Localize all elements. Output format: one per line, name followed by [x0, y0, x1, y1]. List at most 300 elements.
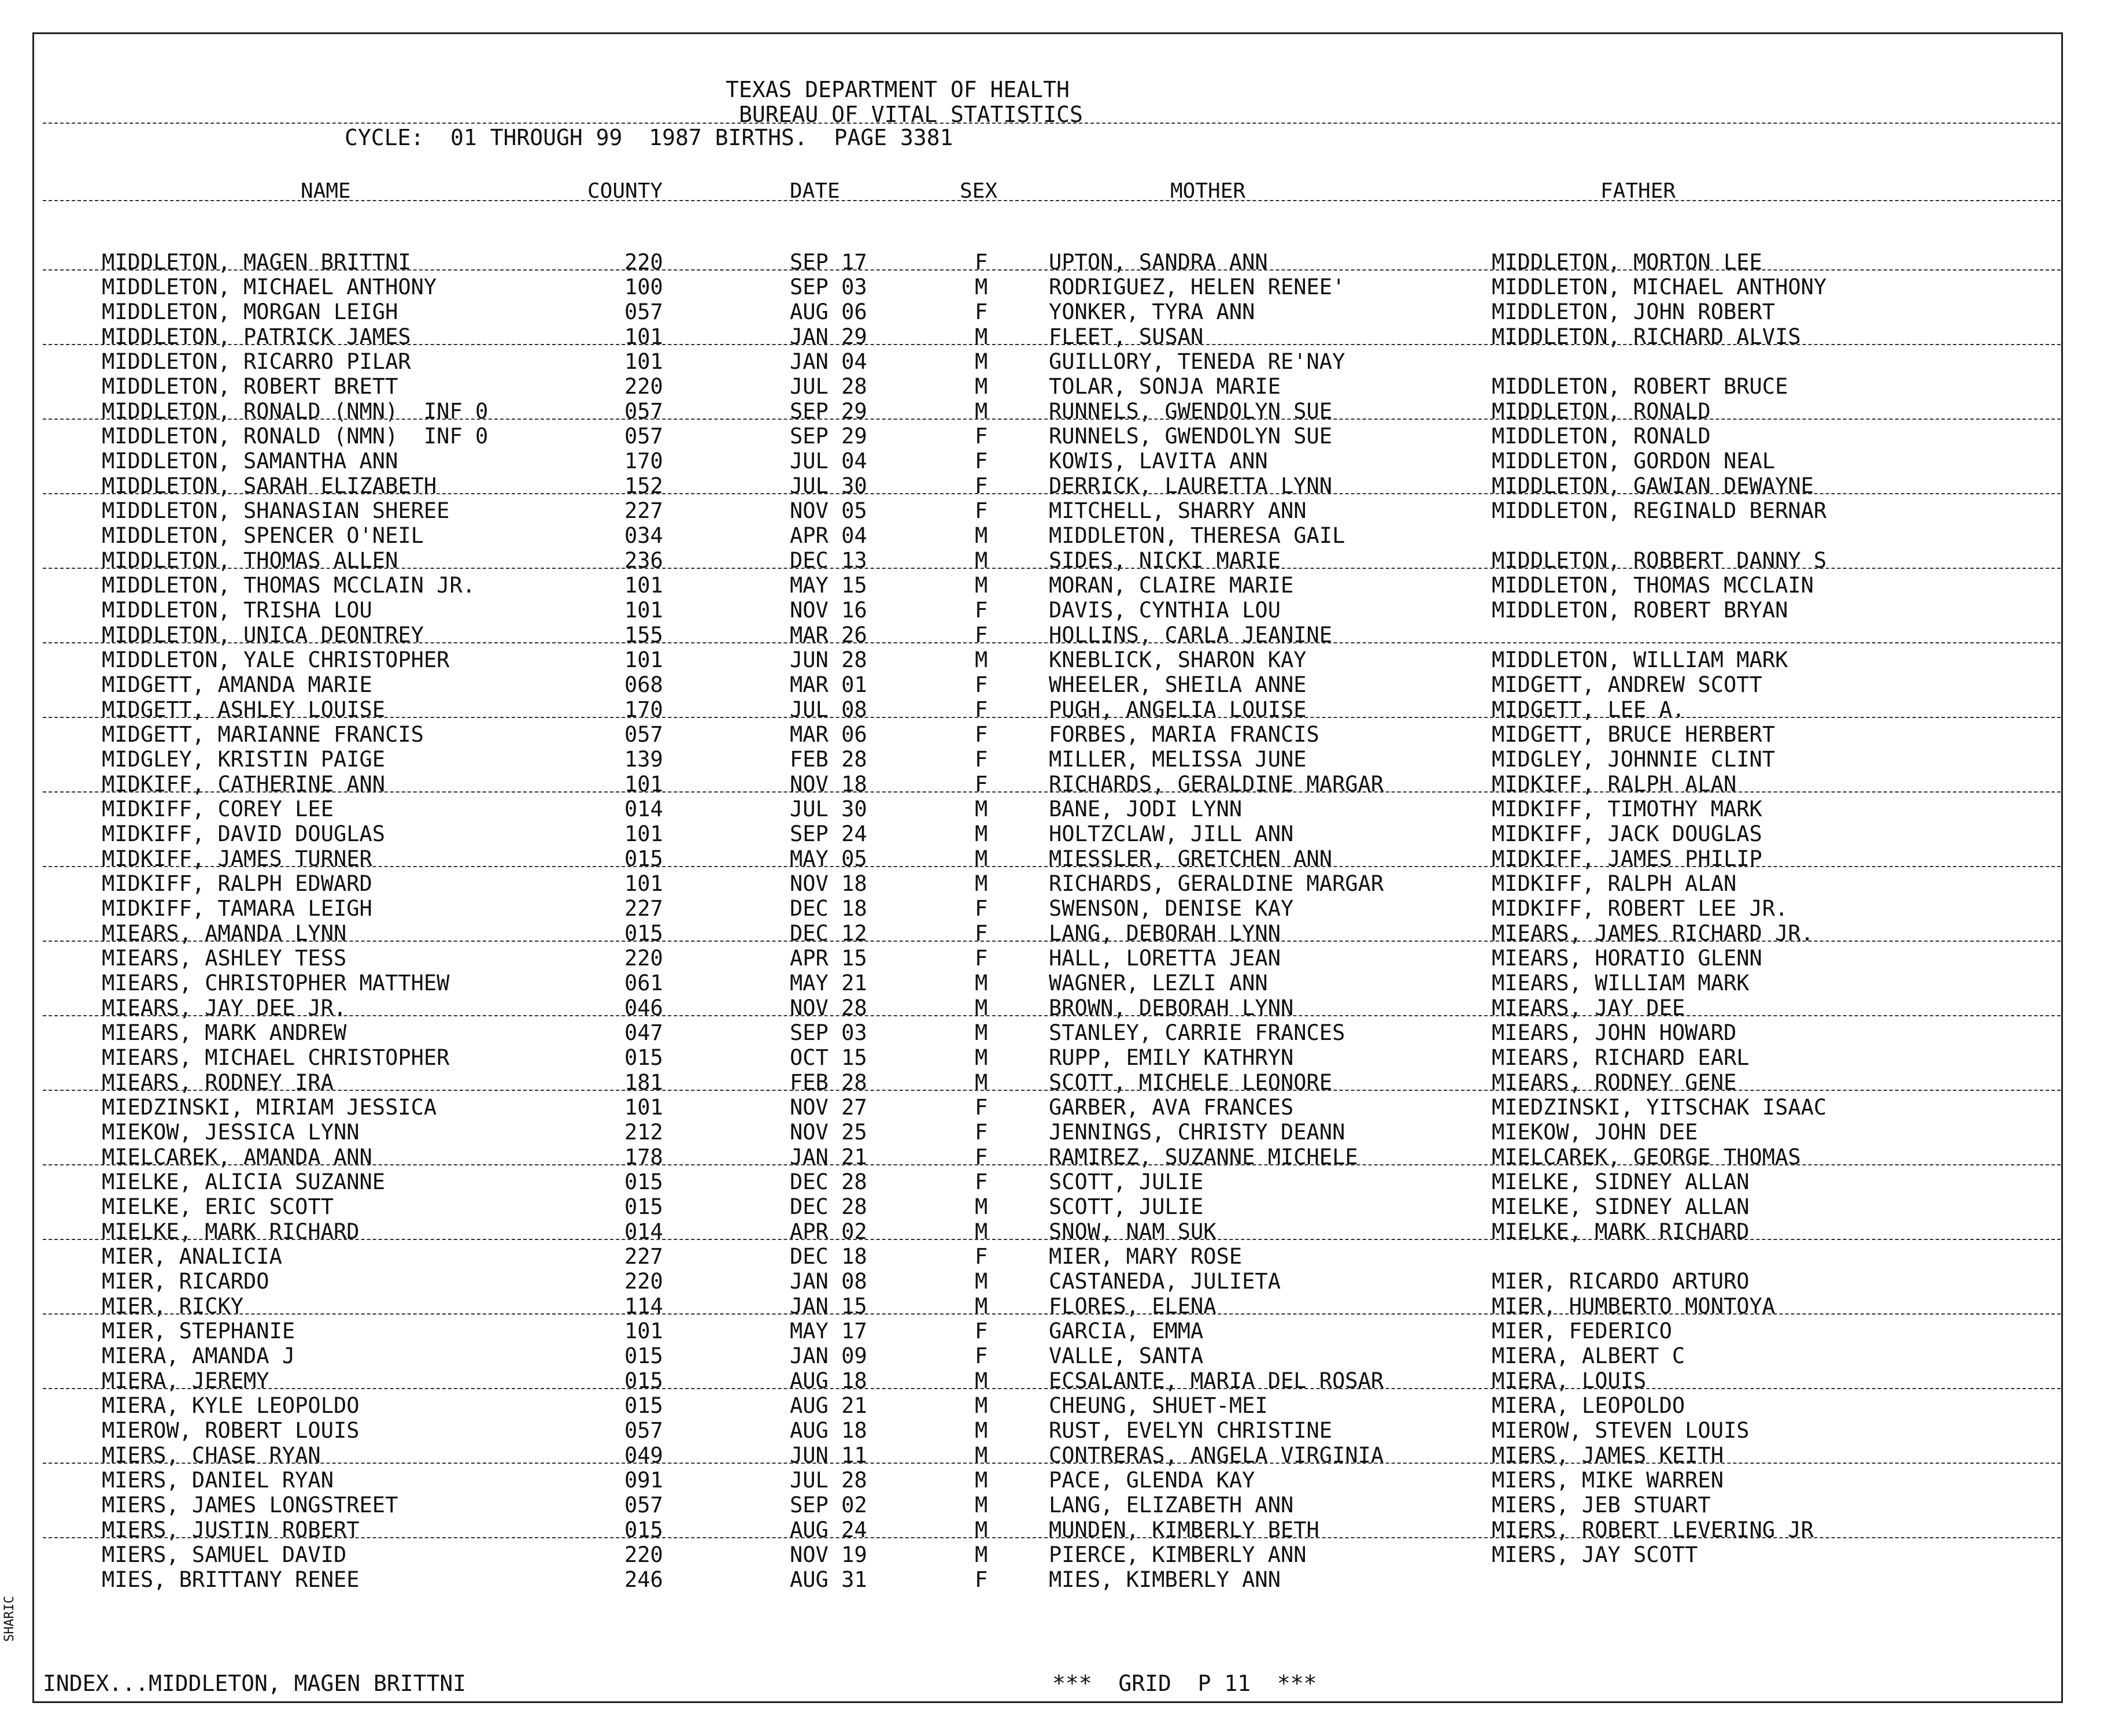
cell-father: MIDDLETON, THOMAS MCCLAIN	[1492, 573, 1814, 598]
cell-sex: F	[975, 299, 988, 324]
cell-sex: M	[975, 1517, 988, 1542]
cycle-line: CYCLE: 01 THROUGH 99 1987 BIRTHS. PAGE 3381	[345, 125, 953, 150]
cell-sex: F	[975, 946, 988, 971]
cell-county: 057	[624, 424, 663, 449]
cell-date: MAY 15	[790, 573, 867, 598]
table-row	[0, 946, 2104, 971]
cell-county: 014	[624, 797, 663, 821]
cell-father: MIELKE, MARK RICHARD	[1492, 1219, 1750, 1244]
footer-index: INDEX...MIDDLETON, MAGEN BRITTNI	[43, 1671, 467, 1696]
cell-county: 068	[624, 672, 663, 697]
cell-county: 227	[624, 896, 663, 921]
table-row	[0, 1020, 2104, 1045]
cell-sex: M	[975, 871, 988, 896]
table-row	[0, 548, 2104, 573]
cell-mother: STANLEY, CARRIE FRANCES	[1049, 1020, 1345, 1045]
cell-name: MIDGETT, ASHLEY LOUISE	[102, 697, 386, 722]
cell-name: MIERS, SAMUEL DAVID	[102, 1542, 347, 1567]
cell-father: MIDDLETON, RONALD	[1492, 399, 1711, 424]
cell-county: 015	[624, 846, 663, 871]
cell-name: MIDDLETON, SARAH ELIZABETH	[102, 473, 437, 498]
cell-sex: F	[975, 1095, 988, 1120]
cell-mother: GARBER, AVA FRANCES	[1049, 1095, 1294, 1120]
cell-father: MIER, HUMBERTO MONTOYA	[1492, 1294, 1776, 1319]
cell-mother: RAMIREZ, SUZANNE MICHELE	[1049, 1145, 1358, 1169]
cell-mother: VALLE, SANTA	[1049, 1343, 1204, 1368]
cell-date: DEC 28	[790, 1194, 867, 1219]
cell-mother: LANG, DEBORAH LYNN	[1049, 921, 1281, 946]
cell-father: MIDDLETON, ROBBERT DANNY S	[1492, 548, 1827, 573]
cell-county: 139	[624, 747, 663, 772]
cell-county: 101	[624, 573, 663, 598]
table-row	[0, 299, 2104, 324]
cell-county: 015	[624, 1517, 663, 1542]
cell-sex: M	[975, 1493, 988, 1517]
cell-mother: SWENSON, DENISE KAY	[1049, 896, 1294, 921]
cell-county: 061	[624, 971, 663, 995]
cell-date: MAR 26	[790, 623, 867, 647]
cell-name: MIDDLETON, TRISHA LOU	[102, 598, 372, 623]
cell-father: MIEKOW, JOHN DEE	[1492, 1120, 1698, 1145]
cell-mother: LANG, ELIZABETH ANN	[1049, 1493, 1294, 1517]
cell-father: MIDKIFF, JACK DOUGLAS	[1492, 821, 1762, 846]
cell-mother: HALL, LORETTA JEAN	[1049, 946, 1281, 971]
table-row	[0, 349, 2104, 374]
cell-name: MIDKIFF, CATHERINE ANN	[102, 772, 386, 797]
cell-name: MIDDLETON, ROBERT BRETT	[102, 374, 398, 399]
cell-sex: F	[975, 598, 988, 623]
cell-date: AUG 31	[790, 1567, 867, 1592]
cell-father: MIDDLETON, GAWIAN DEWAYNE	[1492, 473, 1814, 498]
cell-sex: F	[975, 1343, 988, 1368]
cell-mother: RUST, EVELYN CHRISTINE	[1049, 1418, 1333, 1443]
cell-county: 170	[624, 449, 663, 473]
table-row	[0, 747, 2104, 772]
cell-name: MIDDLETON, SAMANTHA ANN	[102, 449, 398, 473]
cell-county: 152	[624, 473, 663, 498]
cell-mother: MIESSLER, GRETCHEN ANN	[1049, 846, 1333, 871]
cell-date: AUG 06	[790, 299, 867, 324]
cell-sex: F	[975, 1244, 988, 1269]
cell-name: MIEARS, MICHAEL CHRISTOPHER	[102, 1045, 450, 1070]
table-row	[0, 1443, 2104, 1468]
table-row	[0, 871, 2104, 896]
cell-county: 015	[624, 921, 663, 946]
cell-sex: M	[975, 647, 988, 672]
table-row	[0, 672, 2104, 697]
cell-name: MIDGETT, AMANDA MARIE	[102, 672, 372, 697]
table-row	[0, 821, 2104, 846]
cell-county: 220	[624, 374, 663, 399]
cell-date: OCT 15	[790, 1045, 867, 1070]
table-row	[0, 722, 2104, 747]
cell-date: JAN 21	[790, 1145, 867, 1169]
cell-county: 101	[624, 1095, 663, 1120]
cell-mother: RUNNELS, GWENDOLYN SUE	[1049, 424, 1333, 449]
cell-date: SEP 03	[790, 1020, 867, 1045]
cell-father: MIDGETT, BRUCE HERBERT	[1492, 722, 1776, 747]
cell-father: MIDDLETON, MICHAEL ANTHONY	[1492, 275, 1827, 299]
cell-mother: FORBES, MARIA FRANCIS	[1049, 722, 1319, 747]
cell-father: MIEARS, JAMES RICHARD JR.	[1492, 921, 1814, 946]
cell-name: MIDDLETON, YALE CHRISTOPHER	[102, 647, 450, 672]
cell-name: MIDDLETON, RONALD (NMN) INF 0	[102, 399, 489, 424]
table-row	[0, 1468, 2104, 1493]
cell-mother: ECSALANTE, MARIA DEL ROSAR	[1049, 1368, 1384, 1393]
cell-county: 015	[624, 1169, 663, 1194]
cell-mother: RUPP, EMILY KATHRYN	[1049, 1045, 1294, 1070]
table-row	[0, 324, 2104, 349]
cell-sex: M	[975, 548, 988, 573]
cell-county: 101	[624, 598, 663, 623]
cell-father: MIERA, LOUIS	[1492, 1368, 1647, 1393]
cell-sex: M	[975, 573, 988, 598]
cell-father: MIDDLETON, RONALD	[1492, 424, 1711, 449]
cell-county: 212	[624, 1120, 663, 1145]
table-row	[0, 573, 2104, 598]
cell-sex: M	[975, 275, 988, 299]
cell-date: MAR 01	[790, 672, 867, 697]
cell-mother: PIERCE, KIMBERLY ANN	[1049, 1542, 1307, 1567]
cell-name: MIDKIFF, JAMES TURNER	[102, 846, 372, 871]
cell-date: SEP 03	[790, 275, 867, 299]
cell-sex: F	[975, 424, 988, 449]
cell-sex: M	[975, 1020, 988, 1045]
cell-date: NOV 19	[790, 1542, 867, 1567]
cell-date: NOV 18	[790, 871, 867, 896]
table-row	[0, 1169, 2104, 1194]
table-row	[0, 1120, 2104, 1145]
cell-mother: HOLTZCLAW, JILL ANN	[1049, 821, 1294, 846]
cell-date: NOV 16	[790, 598, 867, 623]
cell-father: MIEARS, RODNEY GENE	[1492, 1070, 1737, 1095]
cell-mother: UPTON, SANDRA ANN	[1049, 250, 1268, 275]
cell-date: AUG 18	[790, 1368, 867, 1393]
cell-county: 236	[624, 548, 663, 573]
cell-father: MIERS, MIKE WARREN	[1492, 1468, 1724, 1493]
cell-mother: JENNINGS, CHRISTY DEANN	[1049, 1120, 1345, 1145]
table-row	[0, 399, 2104, 424]
cell-name: MIEARS, CHRISTOPHER MATTHEW	[102, 971, 450, 995]
cell-father: MIELKE, SIDNEY ALLAN	[1492, 1169, 1750, 1194]
cell-father: MIEARS, HORATIO GLENN	[1492, 946, 1762, 971]
cell-county: 057	[624, 1418, 663, 1443]
cell-sex: M	[975, 1269, 988, 1294]
cell-sex: F	[975, 672, 988, 697]
cell-father: MIEARS, JOHN HOWARD	[1492, 1020, 1737, 1045]
side-mark: SHARIC	[2, 1596, 17, 1642]
cell-name: MIERS, JAMES LONGSTREET	[102, 1493, 398, 1517]
header-divider	[43, 123, 2061, 124]
cell-date: MAR 06	[790, 722, 867, 747]
cell-name: MIEARS, MARK ANDREW	[102, 1020, 347, 1045]
cell-county: 047	[624, 1020, 663, 1045]
cell-date: JUL 28	[790, 374, 867, 399]
cell-mother: MIER, MARY ROSE	[1049, 1244, 1243, 1269]
cell-mother: WHEELER, SHEILA ANNE	[1049, 672, 1307, 697]
cell-sex: M	[975, 995, 988, 1020]
table-row	[0, 697, 2104, 722]
cell-date: JUL 28	[790, 1468, 867, 1493]
cell-date: DEC 18	[790, 1244, 867, 1269]
cell-county: 101	[624, 871, 663, 896]
cell-county: 101	[624, 772, 663, 797]
table-row	[0, 1219, 2104, 1244]
cell-name: MIDDLETON, MICHAEL ANTHONY	[102, 275, 437, 299]
cell-date: DEC 28	[790, 1169, 867, 1194]
table-row	[0, 1244, 2104, 1269]
cell-father: MIDDLETON, REGINALD BERNAR	[1492, 498, 1827, 523]
cell-date: APR 15	[790, 946, 867, 971]
cell-name: MIERA, AMANDA J	[102, 1343, 295, 1368]
cell-sex: M	[975, 1194, 988, 1219]
cell-county: 014	[624, 1219, 663, 1244]
cell-father: MIDKIFF, JAMES PHILIP	[1492, 846, 1762, 871]
cell-mother: RODRIGUEZ, HELEN RENEE'	[1049, 275, 1345, 299]
cell-date: JUN 11	[790, 1443, 867, 1468]
cell-father: MIDDLETON, MORTON LEE	[1492, 250, 1762, 275]
cell-county: 101	[624, 324, 663, 349]
cell-mother: MILLER, MELISSA JUNE	[1049, 747, 1307, 772]
cell-sex: M	[975, 374, 988, 399]
cell-county: 170	[624, 697, 663, 722]
agency-title: TEXAS DEPARTMENT OF HEALTH	[726, 77, 1070, 102]
cell-county: 227	[624, 498, 663, 523]
cell-name: MIELKE, ALICIA SUZANNE	[102, 1169, 386, 1194]
cell-name: MIES, BRITTANY RENEE	[102, 1567, 360, 1592]
cell-father: MIEARS, WILLIAM MARK	[1492, 971, 1750, 995]
cell-father: MIERS, ROBERT LEVERING JR	[1492, 1517, 1814, 1542]
cell-name: MIDDLETON, RONALD (NMN) INF 0	[102, 424, 489, 449]
cell-date: MAY 05	[790, 846, 867, 871]
cell-name: MIDGLEY, KRISTIN PAIGE	[102, 747, 386, 772]
cell-date: NOV 18	[790, 772, 867, 797]
cell-date: JUL 30	[790, 473, 867, 498]
column-header-mother: MOTHER	[1170, 179, 1246, 203]
table-row	[0, 772, 2104, 797]
cell-mother: FLEET, SUSAN	[1049, 324, 1204, 349]
cell-name: MIERA, JEREMY	[102, 1368, 269, 1393]
cell-sex: F	[975, 896, 988, 921]
cell-sex: M	[975, 523, 988, 548]
cell-date: NOV 25	[790, 1120, 867, 1145]
cell-county: 220	[624, 1542, 663, 1567]
cell-father: MIEROW, STEVEN LOUIS	[1492, 1418, 1750, 1443]
cell-mother: CASTANEDA, JULIETA	[1049, 1269, 1281, 1294]
cell-name: MIER, RICARDO	[102, 1269, 269, 1294]
cell-date: FEB 28	[790, 1070, 867, 1095]
cell-mother: RICHARDS, GERALDINE MARGAR	[1049, 871, 1384, 896]
cell-mother: PACE, GLENDA KAY	[1049, 1468, 1255, 1493]
cell-county: 101	[624, 647, 663, 672]
cell-mother: MORAN, CLAIRE MARIE	[1049, 573, 1294, 598]
cell-date: MAY 17	[790, 1319, 867, 1343]
cell-date: SEP 02	[790, 1493, 867, 1517]
cell-sex: M	[975, 1368, 988, 1393]
cell-name: MIERS, CHASE RYAN	[102, 1443, 321, 1468]
cell-county: 046	[624, 995, 663, 1020]
footer-grid: *** GRID P 11 ***	[1052, 1671, 1317, 1696]
cell-mother: MIES, KIMBERLY ANN	[1049, 1567, 1281, 1592]
cell-sex: M	[975, 1443, 988, 1468]
cell-father: MIDGETT, LEE A.	[1492, 697, 1685, 722]
cell-father: MIDDLETON, ROBERT BRYAN	[1492, 598, 1788, 623]
cell-date: JUL 04	[790, 449, 867, 473]
table-row	[0, 1517, 2104, 1542]
cell-father: MIDDLETON, JOHN ROBERT	[1492, 299, 1776, 324]
cell-county: 015	[624, 1343, 663, 1368]
cell-name: MIEARS, AMANDA LYNN	[102, 921, 347, 946]
cell-county: 220	[624, 250, 663, 275]
cell-sex: F	[975, 623, 988, 647]
cell-name: MIERS, JUSTIN ROBERT	[102, 1517, 360, 1542]
table-row	[0, 1145, 2104, 1169]
cell-county: 091	[624, 1468, 663, 1493]
cell-name: MIER, RICKY	[102, 1294, 244, 1319]
cell-mother: YONKER, TYRA ANN	[1049, 299, 1255, 324]
table-row	[0, 598, 2104, 623]
table-row	[0, 1194, 2104, 1219]
cell-name: MIEARS, JAY DEE JR.	[102, 995, 347, 1020]
cell-father: MIERA, LEOPOLDO	[1492, 1393, 1685, 1418]
cell-sex: F	[975, 921, 988, 946]
cell-sex: F	[975, 250, 988, 275]
cell-sex: F	[975, 1145, 988, 1169]
table-row	[0, 1294, 2104, 1319]
cell-county: 049	[624, 1443, 663, 1468]
cell-sex: M	[975, 1393, 988, 1418]
cell-sex: F	[975, 449, 988, 473]
cell-name: MIDDLETON, THOMAS ALLEN	[102, 548, 398, 573]
table-row	[0, 1319, 2104, 1343]
cell-county: 101	[624, 349, 663, 374]
cell-date: JAN 29	[790, 324, 867, 349]
table-row	[0, 1393, 2104, 1418]
cell-father: MIDKIFF, TIMOTHY MARK	[1492, 797, 1762, 821]
cell-mother: RICHARDS, GERALDINE MARGAR	[1049, 772, 1384, 797]
column-header-sex: SEX	[960, 179, 998, 203]
table-row	[0, 498, 2104, 523]
cell-mother: SNOW, NAM SUK	[1049, 1219, 1216, 1244]
cell-name: MIEARS, ASHLEY TESS	[102, 946, 347, 971]
cell-sex: F	[975, 1319, 988, 1343]
cell-sex: M	[975, 1468, 988, 1493]
cell-father: MIDDLETON, WILLIAM MARK	[1492, 647, 1788, 672]
cell-mother: BANE, JODI LYNN	[1049, 797, 1243, 821]
cell-mother: RUNNELS, GWENDOLYN SUE	[1049, 399, 1333, 424]
cell-name: MIDDLETON, SPENCER O'NEIL	[102, 523, 424, 548]
cell-date: JAN 09	[790, 1343, 867, 1368]
cell-father: MIERS, JAMES KEITH	[1492, 1443, 1724, 1468]
table-row	[0, 1070, 2104, 1095]
table-row	[0, 473, 2104, 498]
cell-county: 220	[624, 946, 663, 971]
cell-county: 101	[624, 1319, 663, 1343]
cell-father: MIDKIFF, RALPH ALAN	[1492, 772, 1737, 797]
cell-name: MIDKIFF, DAVID DOUGLAS	[102, 821, 386, 846]
cell-county: 155	[624, 623, 663, 647]
cell-county: 220	[624, 1269, 663, 1294]
cell-mother: DERRICK, LAURETTA LYNN	[1049, 473, 1333, 498]
cell-name: MIELKE, ERIC SCOTT	[102, 1194, 334, 1219]
cell-sex: F	[975, 722, 988, 747]
cell-sex: M	[975, 846, 988, 871]
cell-mother: WAGNER, LEZLI ANN	[1049, 971, 1268, 995]
cell-county: 246	[624, 1567, 663, 1592]
cell-name: MIDDLETON, PATRICK JAMES	[102, 324, 411, 349]
cell-date: DEC 13	[790, 548, 867, 573]
table-row	[0, 971, 2104, 995]
table-row	[0, 374, 2104, 399]
cell-county: 057	[624, 722, 663, 747]
birth-records-list	[0, 250, 2104, 1592]
table-row	[0, 250, 2104, 275]
cell-father: MIEARS, JAY DEE	[1492, 995, 1685, 1020]
cell-father: MIEDZINSKI, YITSCHAK ISAAC	[1492, 1095, 1827, 1120]
column-header-county: COUNTY	[587, 179, 663, 203]
cell-name: MIDKIFF, COREY LEE	[102, 797, 334, 821]
table-row	[0, 449, 2104, 473]
table-row	[0, 995, 2104, 1020]
cell-father: MIEARS, RICHARD EARL	[1492, 1045, 1750, 1070]
table-row	[0, 647, 2104, 672]
column-header-father: FATHER	[1600, 179, 1676, 203]
cell-date: APR 04	[790, 523, 867, 548]
cell-mother: GARCIA, EMMA	[1049, 1319, 1204, 1343]
cell-father: MIDKIFF, ROBERT LEE JR.	[1492, 896, 1788, 921]
cell-name: MIDDLETON, THOMAS MCCLAIN JR.	[102, 573, 476, 598]
cell-name: MIERS, DANIEL RYAN	[102, 1468, 334, 1493]
cell-father: MIER, FEDERICO	[1492, 1319, 1672, 1343]
cell-sex: F	[975, 498, 988, 523]
column-header-name: NAME	[301, 179, 351, 203]
cell-father: MIELCAREK, GEORGE THOMAS	[1492, 1145, 1801, 1169]
cell-mother: MUNDEN, KIMBERLY BETH	[1049, 1517, 1319, 1542]
cell-father: MIERS, JAY SCOTT	[1492, 1542, 1698, 1567]
table-row	[0, 1045, 2104, 1070]
cell-date: JUL 08	[790, 697, 867, 722]
cell-date: NOV 28	[790, 995, 867, 1020]
cell-father: MIDDLETON, ROBERT BRUCE	[1492, 374, 1788, 399]
cell-date: SEP 29	[790, 424, 867, 449]
cell-date: JUL 30	[790, 797, 867, 821]
cell-sex: M	[975, 821, 988, 846]
cell-county: 015	[624, 1194, 663, 1219]
cell-sex: M	[975, 1542, 988, 1567]
cell-date: AUG 18	[790, 1418, 867, 1443]
cell-name: MIERA, KYLE LEOPOLDO	[102, 1393, 360, 1418]
cell-mother: MITCHELL, SHARRY ANN	[1049, 498, 1307, 523]
cell-mother: GUILLORY, TENEDA RE'NAY	[1049, 349, 1345, 374]
cell-county: 057	[624, 399, 663, 424]
cell-name: MIDKIFF, TAMARA LEIGH	[102, 896, 372, 921]
column-header-date: DATE	[790, 179, 840, 203]
cell-date: JUN 28	[790, 647, 867, 672]
cell-county: 178	[624, 1145, 663, 1169]
cell-date: AUG 21	[790, 1393, 867, 1418]
table-row	[0, 1567, 2104, 1592]
table-row	[0, 797, 2104, 821]
cell-father: MIELKE, SIDNEY ALLAN	[1492, 1194, 1750, 1219]
cell-county: 057	[624, 1493, 663, 1517]
table-row	[0, 275, 2104, 299]
cell-sex: F	[975, 1120, 988, 1145]
table-row	[0, 1343, 2104, 1368]
cell-sex: F	[975, 473, 988, 498]
cell-sex: F	[975, 747, 988, 772]
cell-date: MAY 21	[790, 971, 867, 995]
cell-county: 227	[624, 1244, 663, 1269]
